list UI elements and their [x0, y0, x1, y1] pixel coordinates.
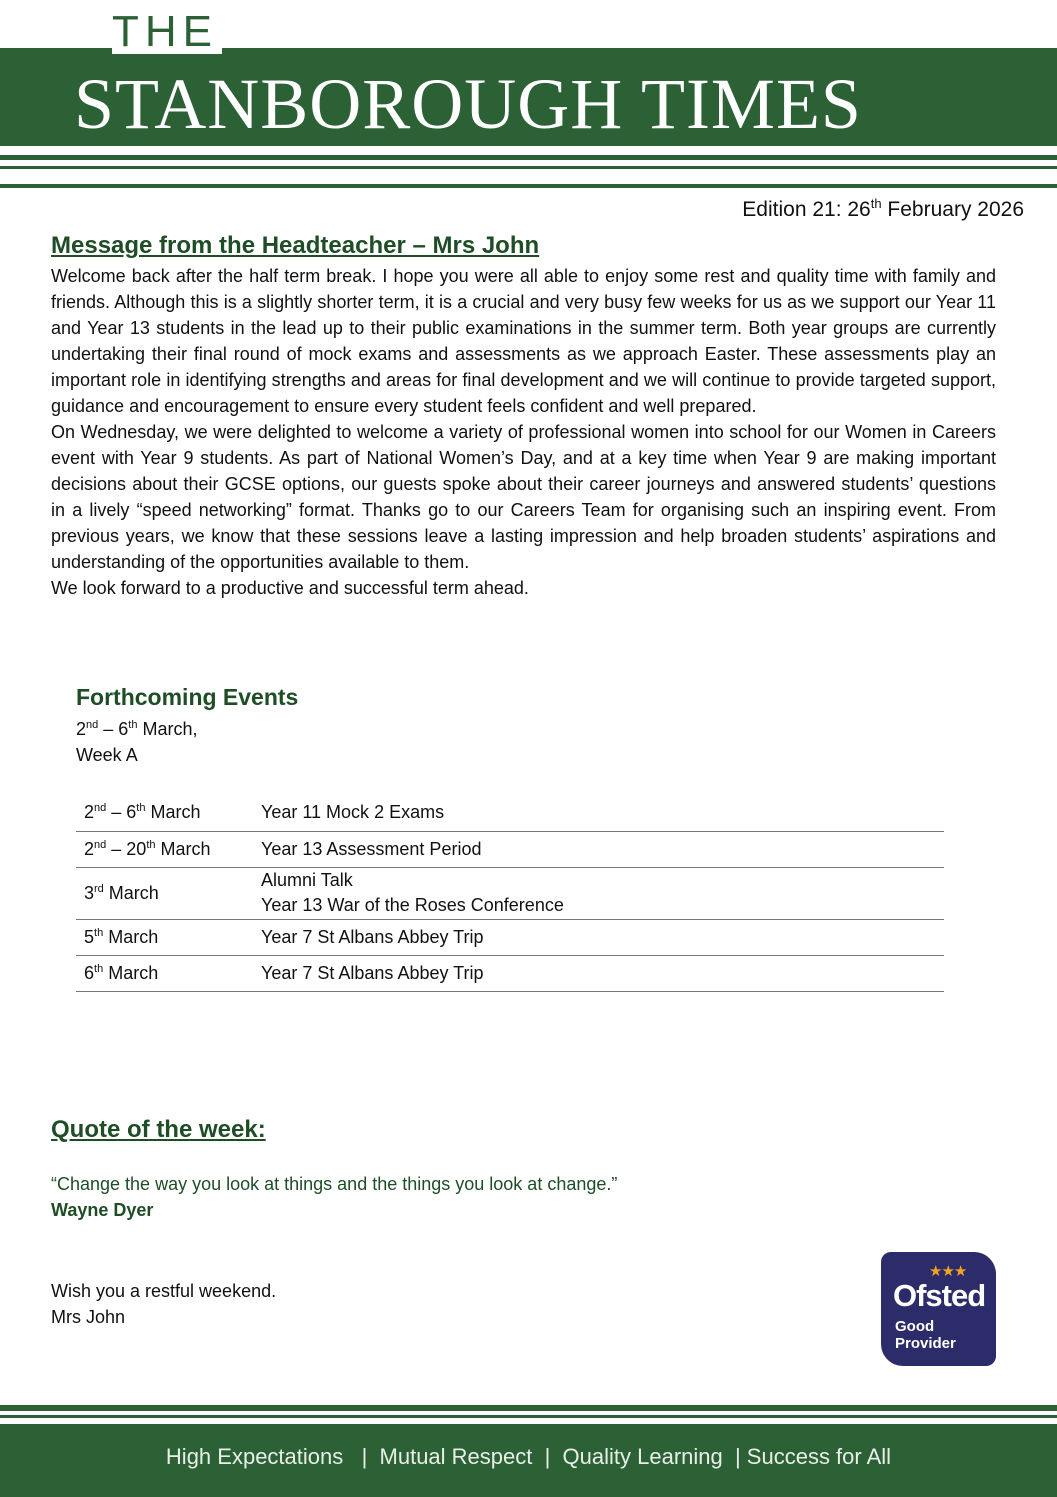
- event-date: 6th March: [76, 955, 261, 991]
- ofsted-logo-text: Ofsted: [893, 1278, 986, 1313]
- events-table: [76, 795, 944, 992]
- event-date: 5th March: [76, 919, 261, 955]
- event-name: Year 11 Mock 2 Exams: [261, 795, 944, 831]
- footer-divider: [0, 1405, 1057, 1411]
- star-icon: ★★★: [929, 1263, 967, 1280]
- quote-title: Quote of the week:: [51, 1116, 266, 1143]
- masthead-divider: [0, 184, 1057, 188]
- footer-values: High Expectations | Mutual Respect | Quality Learning | Success for All: [165, 1444, 892, 1469]
- event-date: 2nd – 20th March: [76, 831, 261, 867]
- signoff: [51, 1278, 276, 1330]
- ofsted-rating: Good Provider: [895, 1318, 956, 1352]
- signoff-line: Wish you a restful weekend.: [51, 1281, 277, 1301]
- table-row: [76, 867, 944, 919]
- masthead-the: THE: [112, 10, 222, 54]
- event-name: Alumni Talk Year 13 War of the Roses Conference: [261, 867, 944, 919]
- event-name: Year 13 Assessment Period: [261, 831, 944, 867]
- footer-divider: [0, 1415, 1057, 1418]
- event-name: Year 7 St Albans Abbey Trip: [261, 955, 944, 991]
- message-paragraph: Welcome back after the half term break. I hope you were all able to enjoy some rest and quality time with family and friends. Although this is a slightly shorter term, it is a crucial and very busy few weeks for us as we support our Year 11 and Year 13 students in the lead up to their public examinations in the summer term. Both year groups are currently undertaking their final round of mock exams and assessments as we approach Easter. These assessments play an important role in identifying strengths and areas for final development and we will continue to provide targeted support, guidance and encouragement to ensure every student feels confident and well prepared.: [51, 266, 996, 416]
- edition-date: Edition 21: 26th February 2026: [742, 196, 1024, 221]
- event-name: Year 7 St Albans Abbey Trip: [261, 919, 944, 955]
- event-date: 3rd March: [76, 867, 261, 919]
- signoff-signature: Mrs John: [51, 1307, 126, 1327]
- headteacher-message: [51, 263, 996, 601]
- table-row: [76, 919, 944, 955]
- table-row: [76, 795, 944, 831]
- events-week: [76, 716, 198, 768]
- quote-author: Wayne Dyer: [51, 1200, 154, 1220]
- table-row: [76, 831, 944, 867]
- ofsted-badge: [881, 1252, 996, 1366]
- week-label: Week A: [76, 745, 138, 765]
- event-date: 2nd – 6th March: [76, 795, 261, 831]
- masthead-divider: [0, 166, 1057, 169]
- quote-text: “Change the way you look at things and the things you look at change.”: [51, 1174, 618, 1194]
- message-paragraph: We look forward to a productive and successful term ahead.: [51, 578, 529, 598]
- table-row: [76, 955, 944, 991]
- message-paragraph: On Wednesday, we were delighted to welcome a variety of professional women into school for our Women in Careers event with Year 9 students. As part of National Women’s Day, and at a key time when Year 9 are making important decisions about their GCSE options, our guests spoke about their career journeys and answered students’ questions in a lively “speed networking” format. Thanks go to our Careers Team for organising such an inspiring event. From previous years, we know that these sessions leave a lasting impression and help broaden students’ aspirations and understanding of the opportunities available to them.: [51, 422, 996, 572]
- week-range: 2nd – 6th March,: [76, 719, 198, 739]
- events-title: Forthcoming Events: [76, 684, 299, 710]
- masthead-divider: [0, 155, 1057, 160]
- masthead-title: STANBOROUGH TIMES: [74, 64, 862, 144]
- headteacher-title: Message from the Headteacher – Mrs John: [51, 232, 540, 259]
